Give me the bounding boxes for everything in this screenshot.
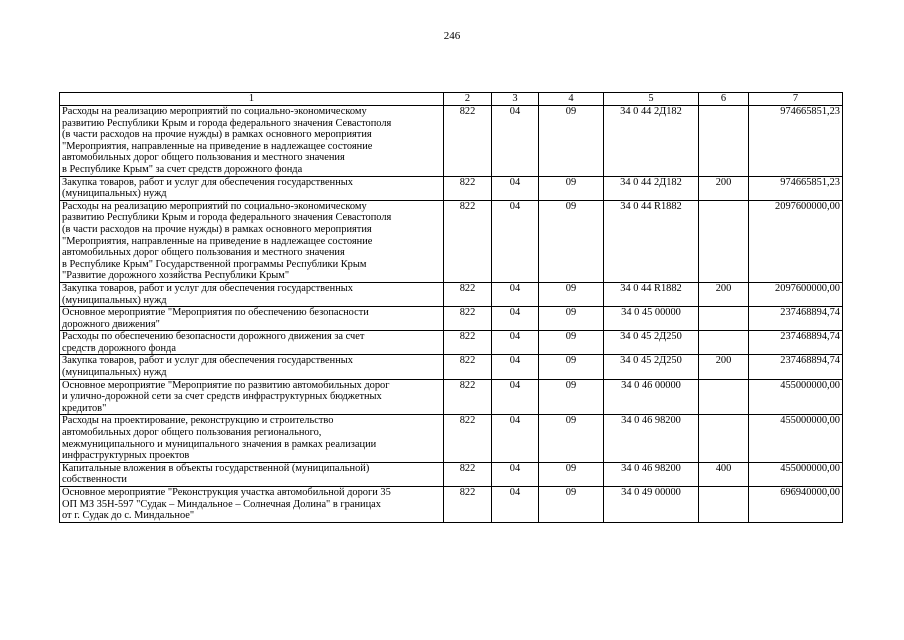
expense-type-code — [699, 307, 749, 331]
expense-type-code — [699, 200, 749, 282]
expense-type-code — [699, 331, 749, 355]
subsection-code: 09 — [539, 106, 604, 177]
table-row — [60, 379, 843, 415]
expense-type-code — [699, 415, 749, 462]
target-article-code: 34 0 46 98200 — [604, 462, 699, 486]
expense-type-code — [699, 379, 749, 415]
row-description: Закупка товаров, работ и услуг для обеспечения государственных (муниципальных) нужд — [60, 282, 444, 306]
expense-type-code: 200 — [699, 282, 749, 306]
ministry-code: 822 — [444, 331, 492, 355]
column-header: 4 — [539, 93, 604, 106]
target-article-code: 34 0 46 98200 — [604, 415, 699, 462]
ministry-code: 822 — [444, 307, 492, 331]
column-header: 2 — [444, 93, 492, 106]
table-row — [60, 200, 843, 282]
expense-type-code: 200 — [699, 176, 749, 200]
header-row — [60, 93, 843, 106]
section-code: 04 — [492, 462, 539, 486]
amount-value: 237468894,74 — [749, 355, 843, 379]
section-code: 04 — [492, 200, 539, 282]
expense-type-code — [699, 487, 749, 523]
target-article-code: 34 0 49 00000 — [604, 487, 699, 523]
amount-value: 974665851,23 — [749, 106, 843, 177]
subsection-code: 09 — [539, 379, 604, 415]
row-description: Капитальные вложения в объекты государственной (муниципальной) собственности — [60, 462, 444, 486]
target-article-code: 34 0 44 R1882 — [604, 200, 699, 282]
section-code: 04 — [492, 415, 539, 462]
row-description: Основное мероприятие "Реконструкция участка автомобильной дороги 35 ОП МЗ 35Н-597 "Судак – Миндальное – Солнечная Долина" в границах от г. Судак до с. Миндальное" — [60, 487, 444, 523]
column-header: 3 — [492, 93, 539, 106]
row-description: Расходы по обеспечению безопасности дорожного движения за счет средств дорожного фонда — [60, 331, 444, 355]
table-row — [60, 331, 843, 355]
target-article-code: 34 0 46 00000 — [604, 379, 699, 415]
expense-type-code: 400 — [699, 462, 749, 486]
amount-value: 237468894,74 — [749, 307, 843, 331]
subsection-code: 09 — [539, 176, 604, 200]
table-row — [60, 282, 843, 306]
amount-value: 455000000,00 — [749, 415, 843, 462]
subsection-code: 09 — [539, 355, 604, 379]
amount-value: 696940000,00 — [749, 487, 843, 523]
row-description: Закупка товаров, работ и услуг для обеспечения государственных (муниципальных) нужд — [60, 355, 444, 379]
budget-table — [59, 92, 843, 523]
subsection-code: 09 — [539, 200, 604, 282]
ministry-code: 822 — [444, 282, 492, 306]
section-code: 04 — [492, 355, 539, 379]
subsection-code: 09 — [539, 307, 604, 331]
table-row — [60, 462, 843, 486]
amount-value: 455000000,00 — [749, 379, 843, 415]
section-code: 04 — [492, 379, 539, 415]
row-description: Основное мероприятие "Мероприятие по развитию автомобильных дорог и улично-дорожной сети за счет средств инфраструктурных бюджетных кредитов" — [60, 379, 444, 415]
target-article-code: 34 0 44 2Д182 — [604, 176, 699, 200]
column-header: 6 — [699, 93, 749, 106]
target-article-code: 34 0 45 2Д250 — [604, 355, 699, 379]
amount-value: 974665851,23 — [749, 176, 843, 200]
amount-value: 237468894,74 — [749, 331, 843, 355]
ministry-code: 822 — [444, 200, 492, 282]
amount-value: 2097600000,00 — [749, 200, 843, 282]
section-code: 04 — [492, 307, 539, 331]
section-code: 04 — [492, 176, 539, 200]
target-article-code: 34 0 45 00000 — [604, 307, 699, 331]
target-article-code: 34 0 45 2Д250 — [604, 331, 699, 355]
ministry-code: 822 — [444, 355, 492, 379]
ministry-code: 822 — [444, 487, 492, 523]
subsection-code: 09 — [539, 462, 604, 486]
table-row — [60, 106, 843, 177]
table-row — [60, 176, 843, 200]
row-description: Основное мероприятие "Мероприятия по обеспечению безопасности дорожного движения" — [60, 307, 444, 331]
target-article-code: 34 0 44 2Д182 — [604, 106, 699, 177]
amount-value: 455000000,00 — [749, 462, 843, 486]
ministry-code: 822 — [444, 106, 492, 177]
ministry-code: 822 — [444, 379, 492, 415]
table-row — [60, 415, 843, 462]
subsection-code: 09 — [539, 282, 604, 306]
ministry-code: 822 — [444, 415, 492, 462]
subsection-code: 09 — [539, 331, 604, 355]
column-header: 1 — [60, 93, 444, 106]
ministry-code: 822 — [444, 176, 492, 200]
table-row — [60, 487, 843, 523]
page-number: 246 — [443, 30, 461, 42]
section-code: 04 — [492, 487, 539, 523]
section-code: 04 — [492, 106, 539, 177]
target-article-code: 34 0 44 R1882 — [604, 282, 699, 306]
column-header: 5 — [604, 93, 699, 106]
row-description: Закупка товаров, работ и услуг для обеспечения государственных (муниципальных) нужд — [60, 176, 444, 200]
row-description: Расходы на проектирование, реконструкцию и строительство автомобильных дорог общего пользования регионального, межмуниципального и муниципального значения в рамках реализации инфраструктурных проектов — [60, 415, 444, 462]
section-code: 04 — [492, 282, 539, 306]
row-description: Расходы на реализацию мероприятий по социально-экономическому развитию Республики Крым и города федерального значения Севастополя (в части расходов на прочие нужды) в рамках основного мероприятия "Мероприятия, направленные на приведение в надлежащее состояние автомобильных дорог общего пользования и местного значения в Республике Крым" Государственной программы Республики Крым "Развитие дорожного хозяйства Республики Крым" — [60, 200, 444, 282]
section-code: 04 — [492, 331, 539, 355]
table-row — [60, 307, 843, 331]
row-description: Расходы на реализацию мероприятий по социально-экономическому развитию Республики Крым и города федерального значения Севастополя (в части расходов на прочие нужды) в рамках основного мероприятия "Мероприятия, направленные на приведение в надлежащее состояние автомобильных дорог общего пользования и местного значения в Республике Крым" за счет средств дорожного фонда — [60, 106, 444, 177]
subsection-code: 09 — [539, 487, 604, 523]
table-row — [60, 355, 843, 379]
expense-type-code: 200 — [699, 355, 749, 379]
column-header: 7 — [749, 93, 843, 106]
amount-value: 2097600000,00 — [749, 282, 843, 306]
expense-type-code — [699, 106, 749, 177]
subsection-code: 09 — [539, 415, 604, 462]
ministry-code: 822 — [444, 462, 492, 486]
